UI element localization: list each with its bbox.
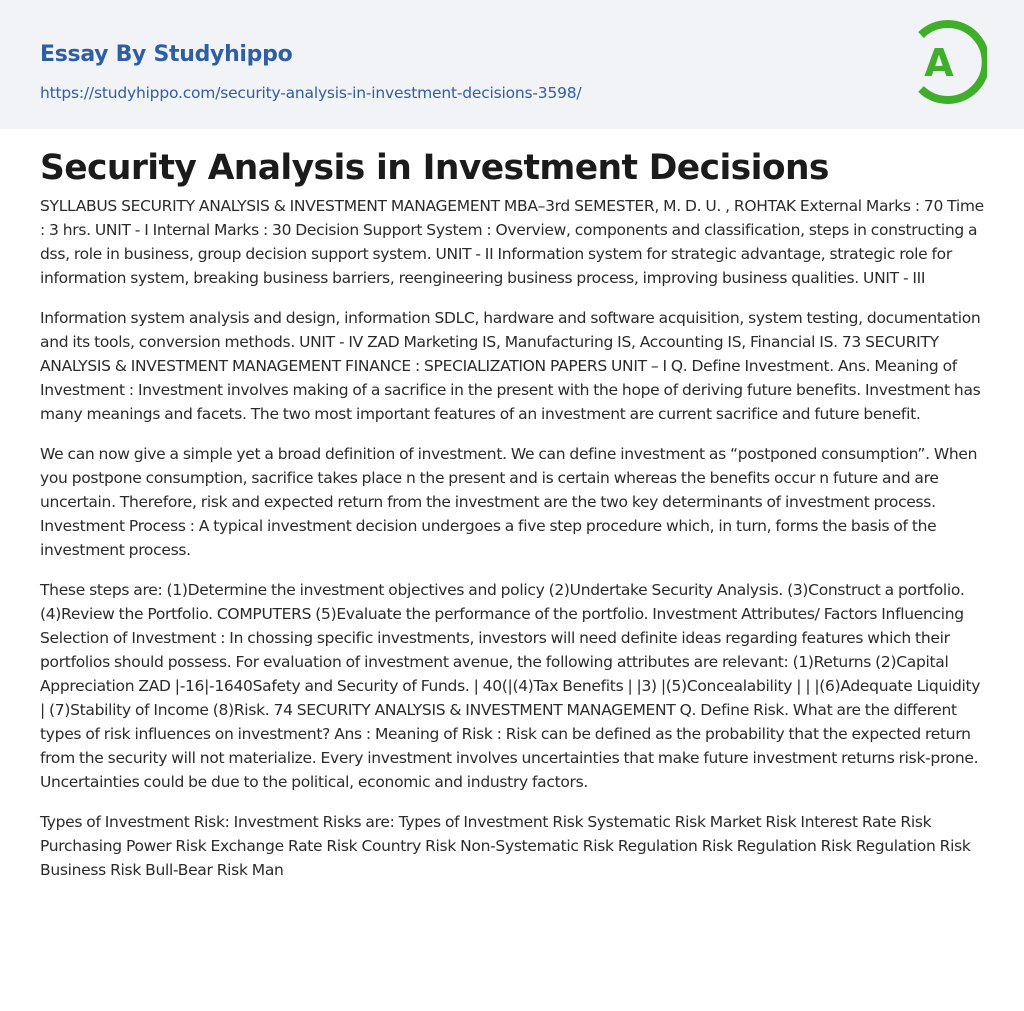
site-brand: Essay By Studyhippo bbox=[40, 42, 293, 67]
essay-url-link[interactable]: https://studyhippo.com/security-analysis-in-investment-decisions-3598/ bbox=[40, 84, 582, 102]
essay-paragraph: SYLLABUS SECURITY ANALYSIS & INVESTMENT MANAGEMENT MBA–3rd SEMESTER, M. D. U. , ROHTAK External Marks : 70 Time : 3 hrs. UNIT - I Internal Marks : 30 Decision Support System : Overview, components and classification, steps in constructing a dss, role in business, group decision support system. UNIT - II Information system for strategic advantage, strategic role for information system, breaking business barriers, reengineering business process, improving business qualities. UNIT - III bbox=[40, 197, 984, 287]
logo-letter: A bbox=[924, 41, 954, 85]
essay-body bbox=[40, 194, 986, 898]
essay-paragraph: These steps are: (1)Determine the investment objectives and policy (2)Undertake Security Analysis. (3)Construct a portfolio. (4)Review the Portfolio. COMPUTERS (5)Evaluate the performance of the portfolio. Investment Attributes/ Factors Influencing Selection of Investment : In chossing specific investments, investors will need definite ideas regarding features which their portfolios should possess. For evaluation of investment avenue, the following attributes are relevant: (1)Returns (2)Capital Appreciation ZAD |-16|-1640Safety and Security of Funds. | 40(|(4)Tax Benefits | |3) |(5)Concealability | | |(6)Adequate Liquidity | (7)Stability of Income (8)Risk. 74 SECURITY ANALYSIS & INVESTMENT MANAGEMENT Q. Define Risk. What are the different types of risk influences on investment? Ans : Meaning of Risk : Risk can be defined as the probability that the expected return from the security will not materialize. Every investment involves uncertainties that make future investment returns risk-prone. Uncertainties could be due to the political, economic and industry factors. bbox=[40, 581, 981, 791]
site-header bbox=[0, 0, 1024, 129]
essay-paragraph: We can now give a simple yet a broad definition of investment. We can define investment as “postponed consumption”. When you postpone consumption, sacrifice takes place n the present and is certain whereas the benefits occur n future and are uncertain. Therefore, risk and expected return from the investment are the two key determinants of investment process. Investment Process : A typical investment decision undergoes a five step procedure which, in turn, forms the basis of the investment process. bbox=[40, 445, 978, 559]
page-title: Security Analysis in Investment Decisions bbox=[40, 148, 829, 188]
essay-paragraph: Information system analysis and design, information SDLC, hardware and software acquisition, system testing, documentation and its tools, conversion methods. UNIT - IV ZAD Marketing IS, Manufacturing IS, Accounting IS, Financial IS. 73 SECURITY ANALYSIS & INVESTMENT MANAGEMENT FINANCE : SPECIALIZATION PAPERS UNIT – I Q. Define Investment. Ans. Meaning of Investment : Investment involves making of a sacrifice in the present with the hope of deriving future benefits. Investment has many meanings and facets. The two most important features of an investment are current sacrifice and future benefit. bbox=[40, 309, 981, 423]
essay-paragraph: Types of Investment Risk: Investment Risks are: Types of Investment Risk Systematic Risk Market Risk Interest Rate Risk Purchasing Power Risk Exchange Rate Risk Country Risk Non-Systematic Risk Regulation Risk Regulation Risk Regulation Risk Business Risk Bull-Bear Risk Man bbox=[40, 813, 971, 879]
studyhippo-logo-icon bbox=[911, 19, 987, 105]
